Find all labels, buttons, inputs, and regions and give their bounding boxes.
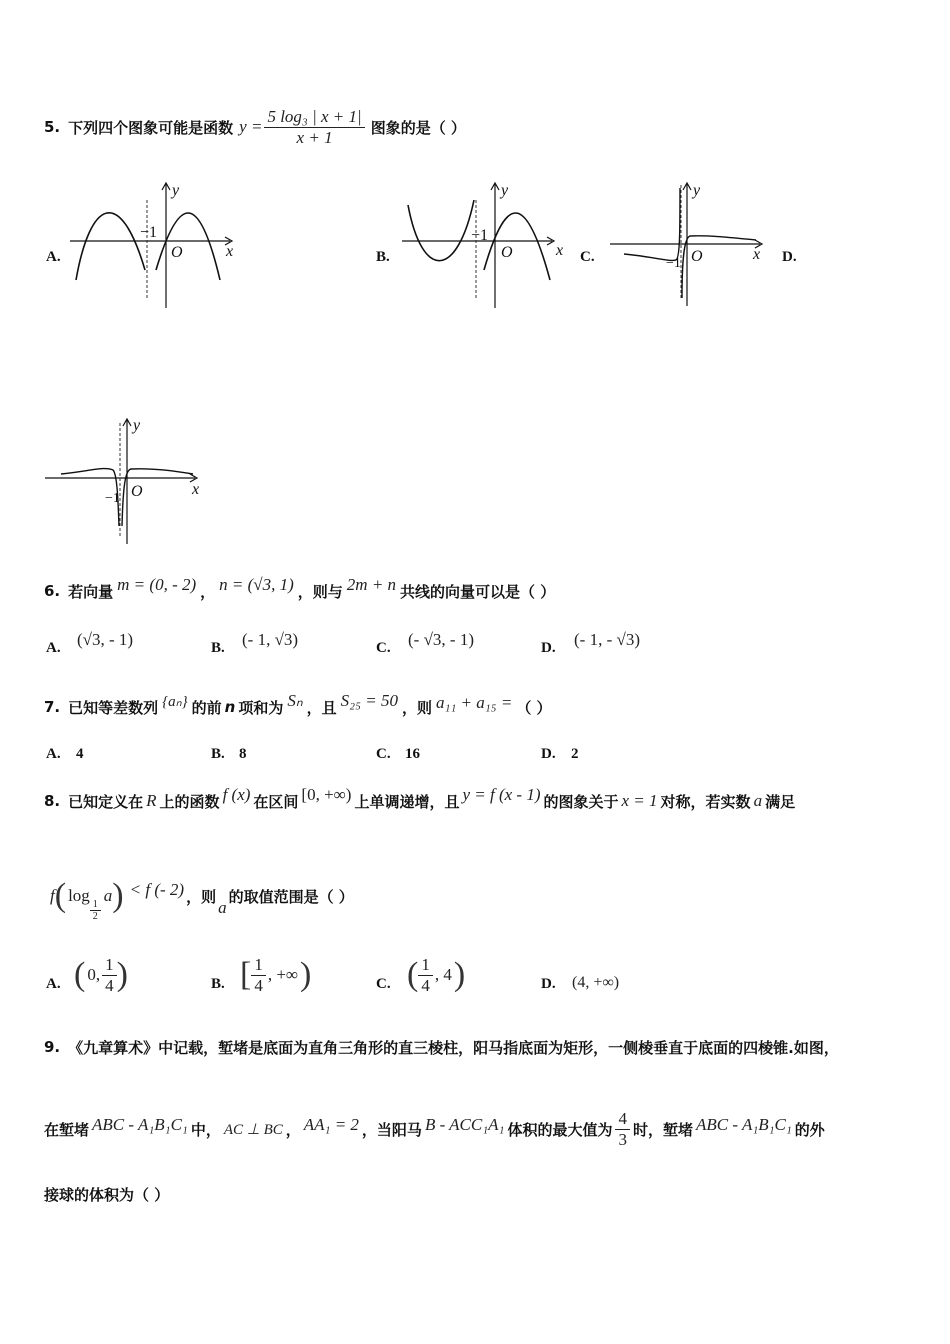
q8-option-c-open: ( [407,956,419,993]
q6-vector-m: m = (0, - 2) [117,575,197,594]
q7-option-a-label: A. [46,746,61,762]
q5-option-c-label: C. [580,249,595,265]
q8-option-a-value [74,950,128,1000]
graph-c-minus-one: −1 [666,256,681,271]
q7-option-c-value: 16 [405,746,420,762]
q7-option-c-label: C. [376,746,391,762]
q8-text-8: ，则 [186,887,217,906]
q8-axis: x = 1 [621,791,658,810]
q8-option-c-den: 4 [421,975,430,995]
q8-a-2: a [218,898,227,917]
q9-text-5: 体积的最大值为 [507,1120,613,1139]
q8-text-4: 上单调递增，且 [354,792,460,811]
q9-pyramid: B - ACC₁A₁ [424,1115,505,1134]
q6-number: 6. [44,582,61,600]
q5-option-d-label: D. [782,249,797,265]
q7-option-d-value: 2 [571,746,579,762]
q9-line-2 [44,1098,825,1160]
q8-text-6: 对称，若实数 [660,792,751,811]
q8-option-b-den: 4 [254,975,263,995]
q8-option-b-label: B. [211,976,225,992]
q8-option-c-fraction [418,955,433,996]
graph-c-x-label: x [753,246,761,263]
q8-ineq-paren-close: ) [112,877,124,914]
q5-formula-numerator: 5 log₃ | x + 1| [264,107,364,128]
q8-option-c-num: 1 [418,955,433,976]
q9-line-1 [44,1036,839,1058]
graph-d-origin: O [131,483,143,500]
q8-text-2: 上的函数 [159,792,220,811]
q7-sum: a₁₁ + a₁₅ = [435,693,513,712]
q7-option-b-value: 8 [239,746,247,762]
graph-c-right-curve [682,236,756,298]
q6-line [44,574,555,608]
q5-option-b-label: B. [376,249,390,265]
q9-aa1: AA₁ = 2 [303,1115,359,1134]
graph-a-y-label: y [172,182,180,199]
graph-b-origin: O [501,244,513,261]
q9-number: 9. [44,1038,61,1056]
q5-formula-fraction [264,107,364,148]
graph-b-x-label: x [556,242,564,259]
graph-d-y-label: y [133,417,141,434]
graph-c-left-curve [624,188,680,260]
q9-prism: ABC - A₁B₁C₁ [92,1115,188,1134]
q8-option-a-den: 4 [105,975,114,995]
q5-formula-lhs: y = [239,117,263,136]
graph-b-left-curve [408,200,474,261]
q8-ineq-base [90,899,101,922]
graph-a-x-label: x [226,243,234,260]
q8-ineq-paren-open: ( [54,877,67,914]
q9-volume-fraction [615,1109,630,1150]
q6-option-a-value: (√3, - 1) [77,630,134,649]
graph-b-y-label: y [501,182,509,199]
q9-text-4: ，当阳马 [361,1120,422,1139]
graph-d-x-label: x [192,481,200,498]
q8-option-b-value [240,950,311,1000]
q8-option-a-fraction [102,955,117,996]
q8-text-7: 满足 [765,792,796,811]
q6-text-2: ，则与 [297,582,343,601]
q9-line-3 [44,1183,169,1205]
graph-d-minus-one: −1 [105,491,120,506]
graph-c-y-label: y [693,182,701,199]
q9-volume-den: 3 [618,1129,627,1149]
q6-combination: 2m + n [346,575,397,594]
graph-b-right-curve [484,213,550,280]
q6-option-b-value: (- 1, √3) [242,630,299,649]
q5-graph-b [402,180,572,310]
q5-formula-denominator: x + 1 [296,127,333,147]
q7-option-a-value: 4 [76,746,84,762]
q8-a: a [753,791,763,810]
q7-n: n [224,698,236,716]
q6-option-d-label: D. [541,640,556,656]
q7-text-1: 已知等差数列 [68,698,159,717]
q8-ineq-arg: a [103,886,113,905]
q9-text-7: 的外 [794,1120,825,1139]
q8-option-b-right: , +∞ [267,965,299,984]
q7-option-b-label: B. [211,746,225,762]
q5-graph-c [610,180,780,310]
q8-number: 8. [44,792,61,810]
q6-option-b-label: B. [211,640,225,656]
q6-option-d-value: (- 1, - √3) [574,630,640,649]
q9-line-1-text: 《九章算术》中记载，堑堵是底面为直角三角形的直三棱柱，阳马指底面为矩形，一侧棱垂直于底面的四棱锥.如图， [68,1038,839,1057]
q5-option-a-label: A. [46,249,61,265]
q8-option-d-value: (4, +∞) [572,974,620,991]
q7-option-d-label: D. [541,746,556,762]
q8-r: R [146,791,157,810]
q7-number: 7. [44,698,61,716]
q7-line [44,690,552,724]
q8-ineq-base-den: 2 [92,910,98,922]
q8-line-2 [50,866,354,926]
q5-line [44,102,466,152]
q9-text-1: 在堑堵 [44,1120,90,1139]
q7-text-6: （ ） [516,698,552,717]
q8-ineq-rhs: < f (- 2) [129,880,185,899]
q9-prism-2: ABC - A₁B₁C₁ [695,1115,792,1134]
q8-text-3: 在区间 [253,792,299,811]
q6-text-1: 若向量 [68,582,114,601]
q8-text-5: 的图象关于 [543,792,619,811]
q9-line-3-text: 接球的体积为（ ） [44,1185,170,1204]
q8-ineq-log: log [68,886,90,905]
q7-sn: Sₙ [287,691,303,710]
q8-option-c-label: C. [376,976,391,992]
graph-b-minus-one: −1 [471,227,489,244]
q7-text-4: ，且 [306,698,337,717]
q9-text-3: ， [285,1120,301,1139]
q7-sequence: {aₙ} [162,693,188,710]
q5-graph-a [70,180,240,310]
q7-s25: S₂₅ = 50 [340,691,398,710]
q6-separator: ， [200,582,216,601]
q8-option-a-num: 1 [102,955,117,976]
q8-fx: f (x) [222,785,251,804]
q8-interval: [0, +∞) [301,785,352,804]
q8-ineq-base-num: 1 [90,899,101,911]
q5-graph-d [45,418,215,548]
graph-c-origin: O [691,248,703,265]
q8-option-b-fraction [251,955,266,996]
q9-text-2: 中， [190,1120,221,1139]
q9-volume-num: 4 [615,1109,630,1130]
q6-vector-n: n = (√3, 1) [219,575,294,594]
q8-option-c-right: , 4 [434,965,452,984]
q8-option-b-open: [ [240,956,252,993]
q5-text-after: 图象的是（ ） [370,118,466,137]
q8-option-b-num: 1 [251,955,266,976]
q8-option-b-close: ) [300,956,312,993]
q5-text-before: 下列四个图象可能是函数 [68,118,234,137]
q8-option-a-close: ) [116,956,128,993]
q7-text-5: ，则 [401,698,432,717]
graph-a-origin: O [171,244,183,261]
q8-text-9: 的取值范围是（ ） [228,887,354,906]
q6-option-c-label: C. [376,640,391,656]
q6-option-a-label: A. [46,640,61,656]
q9-perp: AC ⊥ BC [223,1121,283,1138]
q8-option-d-label: D. [541,976,556,992]
q8-option-c-value [407,950,465,1000]
q9-text-6: 时，堑堵 [632,1120,693,1139]
q7-text-3: 项和为 [238,698,284,717]
q8-option-a-open: ( [74,956,86,993]
q8-option-c-close: ) [453,956,466,993]
q8-line-1 [44,784,795,818]
q8-shift: y = f (x - 1) [462,785,541,804]
q6-text-3: 共线的向量可以是（ ） [400,582,556,601]
graph-a-left-curve [76,213,145,280]
q7-text-2: 的前 [191,698,222,717]
q8-option-a-label: A. [46,976,61,992]
q5-number: 5. [44,118,61,136]
q8-ineq-f: f [50,886,55,905]
q8-option-a-left: 0, [87,965,101,984]
q6-option-c-value: (- √3, - 1) [408,630,474,649]
q8-text-1: 已知定义在 [68,792,144,811]
graph-a-minus-one: −1 [140,224,158,241]
